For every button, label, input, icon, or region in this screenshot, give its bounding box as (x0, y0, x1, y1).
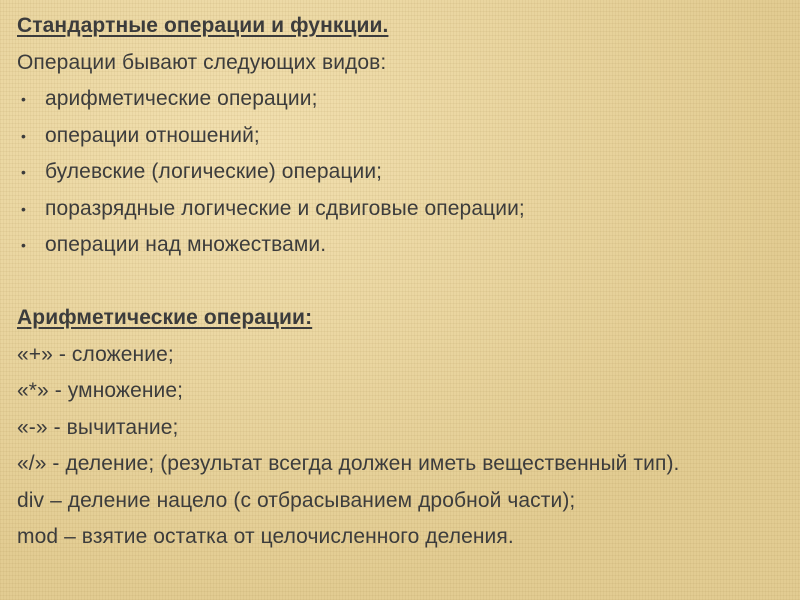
list-item (17, 81, 787, 118)
list-item-text: операции над множествами. (45, 233, 327, 256)
list-item (17, 227, 787, 264)
list-item-text: булевские (логические) операции; (45, 160, 383, 183)
arith-line: «/» - деление; (результат всегда должен иметь вещественный тип). (17, 452, 680, 475)
arith-line: «-» - вычитание; (17, 415, 179, 439)
arith-line: div – деление нацело (с отбрасыванием дробной части); (17, 488, 576, 512)
bullet-icon: • (21, 237, 27, 253)
operation-kinds-list (17, 81, 787, 264)
list-item (17, 154, 787, 191)
list-item-text: арифметические операции; (45, 87, 318, 110)
arith-heading: Арифметические операции: (17, 306, 313, 329)
arith-operations-list (17, 337, 787, 556)
list-item (17, 118, 787, 155)
list-item-text: операции отношений; (45, 123, 260, 147)
list-item (17, 191, 787, 228)
list-item-text: поразрядные логические и сдвиговые операции; (45, 196, 525, 220)
bullet-icon: • (21, 164, 27, 180)
bullet-icon: • (21, 127, 27, 144)
bullet-icon: • (21, 200, 27, 217)
bullet-icon: • (21, 91, 27, 107)
arith-line: mod – взятие остатка от целочисленного деления. (17, 525, 514, 548)
spacer (17, 264, 787, 301)
arith-line: «*» - умножение; (17, 379, 184, 402)
intro-text: Операции бывают следующих видов: (17, 50, 387, 74)
slide-content (17, 8, 787, 556)
slide-title: Стандартные операции и функции. (17, 14, 389, 37)
arith-line: «+» - сложение; (17, 342, 174, 366)
